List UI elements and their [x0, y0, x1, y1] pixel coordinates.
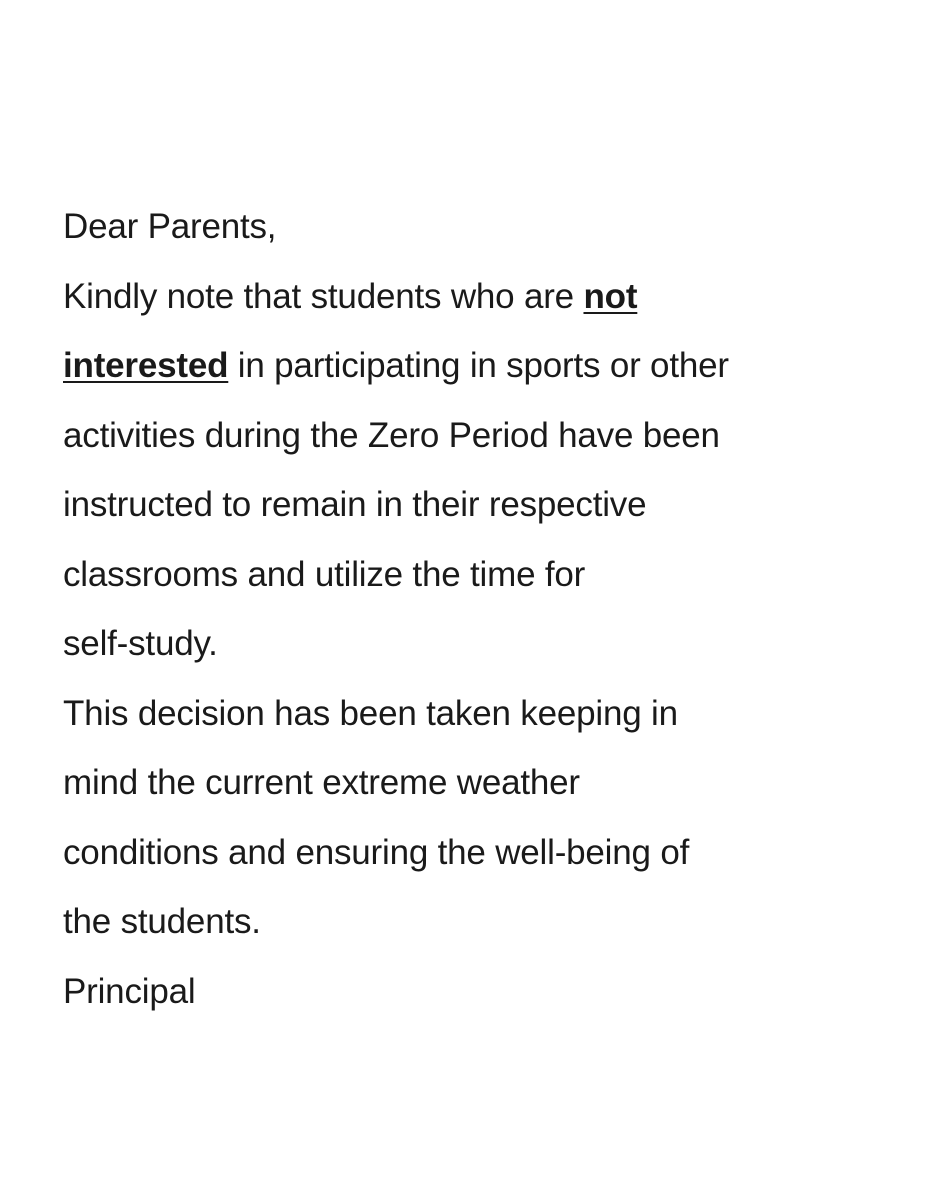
paragraph-line: the students.	[63, 902, 261, 941]
paragraph-line: This decision has been taken keeping in	[63, 693, 678, 733]
text-segment: Kindly note that students who are	[63, 276, 584, 316]
signature: Principal	[63, 971, 196, 1011]
paragraph-notice	[63, 262, 883, 679]
paragraph-line	[63, 262, 883, 332]
paragraph-line: activities during the Zero Period have been	[63, 415, 720, 455]
emphasis-interested: interested	[63, 346, 229, 385]
paragraph-line	[63, 331, 883, 401]
paragraph-line: mind the current extreme weather	[63, 763, 580, 802]
notice-letter	[63, 192, 883, 1026]
text-segment: in participating in sports or other	[228, 346, 729, 385]
paragraph-reason	[63, 679, 883, 957]
paragraph-line: self-study.	[63, 624, 218, 663]
emphasis-not: not	[583, 276, 638, 316]
paragraph-line: conditions and ensuring the well-being of	[63, 832, 690, 872]
paragraph-line: classrooms and utilize the time for	[63, 554, 586, 594]
paragraph-line: instructed to remain in their respective	[63, 485, 647, 524]
salutation: Dear Parents,	[63, 207, 277, 246]
